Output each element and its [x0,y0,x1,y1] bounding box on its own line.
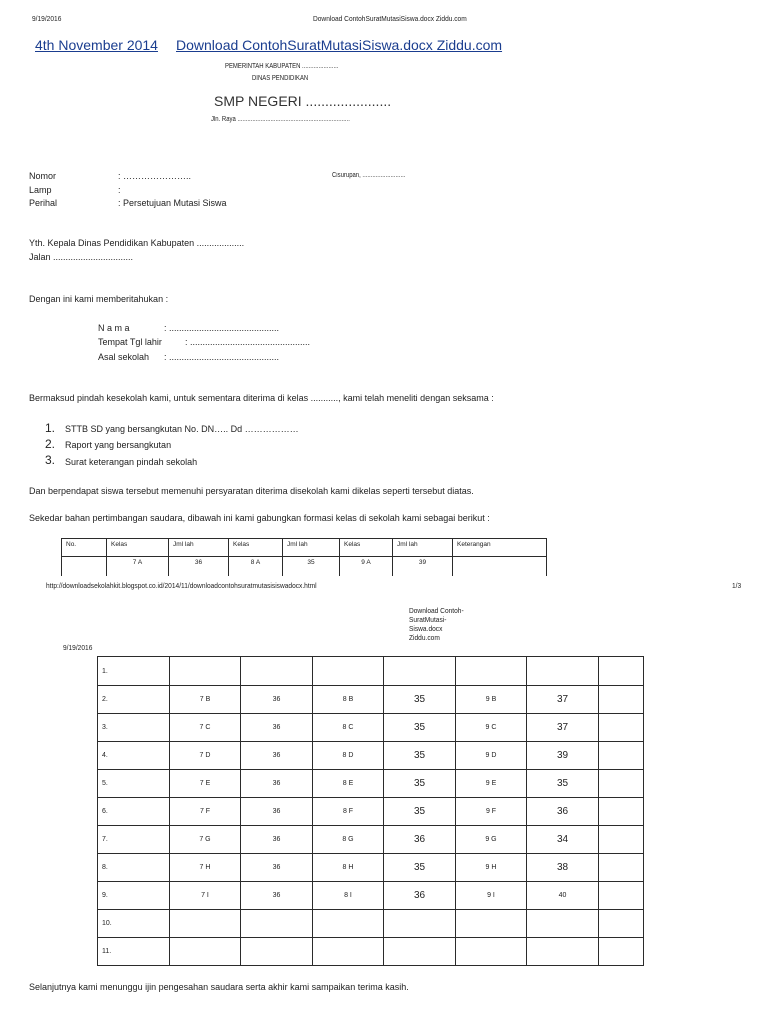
table-cell [599,686,644,714]
table-cell: 35 [384,714,456,742]
table-header-cell: Kelas [229,539,283,557]
field-value-ttl: : ................................................ [185,337,311,347]
table-cell: 35 [384,770,456,798]
school-address: Jln. Raya .................................................................... [211,116,350,123]
table-cell: 3. [98,714,170,742]
table-cell: 4. [98,742,170,770]
field-value-nama: : ............................................ [164,323,280,333]
table-cell: 9 I [456,882,527,910]
table-cell [599,826,644,854]
meta-label-nomor: Nomor [29,171,57,181]
table-cell: 7. [98,826,170,854]
table-cell: 38 [527,854,599,882]
meta-value-nomor: : ………………….. [118,171,192,181]
table-row [98,742,644,770]
table-cell: 8 H [313,854,384,882]
table-cell: 36 [241,826,313,854]
table-cell: 8 D [313,742,384,770]
footer-page-number: 1/3 [732,581,742,590]
table-cell: 35 [527,770,599,798]
table-cell: 8. [98,854,170,882]
table-cell: 6. [98,798,170,826]
table-cell [384,910,456,938]
table-cell [599,770,644,798]
table-row [98,910,644,938]
table-row [98,854,644,882]
table-cell: 36 [241,854,313,882]
table-cell: 10. [98,910,170,938]
table-cell: 36 [241,882,313,910]
print-header-title: Download ContohSuratMutasiSiswa.docx Ziddu.com [313,14,467,23]
table-cell: 2. [98,686,170,714]
table-cell: 39 [393,557,453,579]
table-cell [313,938,384,966]
recipient-line2: Jalan ................................ [29,252,134,262]
recipient-line1: Yth. Kepala Dinas Pendidikan Kabupaten ................... [29,238,245,248]
table-cell [456,657,527,686]
table-cell: 7 A [107,557,169,579]
table-cell: 8 F [313,798,384,826]
table-header-cell: Jml lah [169,539,229,557]
table-cell: 36 [527,798,599,826]
table-cell: 36 [241,770,313,798]
table-row [98,714,644,742]
table-cell: 35 [384,742,456,770]
table-cell: 9 E [456,770,527,798]
table-cell: 9 B [456,686,527,714]
table-body [98,657,644,966]
table-cell [313,657,384,686]
table-cell [599,798,644,826]
table-cell [599,938,644,966]
field-label-nama: N a m a [98,323,130,333]
table-cell: 37 [527,714,599,742]
table-cell [527,657,599,686]
table-cell [599,714,644,742]
place-date: Cisurupan, .......................... [332,172,406,179]
table-header-cell: Jml lah [283,539,340,557]
table-cell: 7 D [170,742,241,770]
table-cell: 9 G [456,826,527,854]
table-cell [599,882,644,910]
meta-label-lamp: Lamp [29,185,52,195]
table-cell: 35 [384,854,456,882]
post-date-link[interactable]: 4th November 2014 [35,37,158,53]
table-cell [599,854,644,882]
table-cell: 9. [98,882,170,910]
table-cell: 8 E [313,770,384,798]
table-cell [456,938,527,966]
table-cell: 9 A [340,557,393,579]
table-row [98,826,644,854]
table-cell [527,910,599,938]
table-cell: 7 C [170,714,241,742]
purpose-text: Bermaksud pindah kesekolah kami, untuk sementara diterima di kelas ..........., kami telah meneliti dengan seksama : [29,393,494,403]
checklist-num: 2. [45,437,56,451]
closing-text: Selanjutnya kami menunggu ijin pengesahan saudara serta akhir kami sampaikan terima kasih. [29,982,409,992]
table-cell: 8 A [229,557,283,579]
checklist-item: Raport yang bersangkutan [65,440,172,450]
table-cell: 37 [527,686,599,714]
table-cell [241,938,313,966]
table-cell: 36 [241,798,313,826]
table-row [98,657,644,686]
table-cell: 7 E [170,770,241,798]
table-row [98,770,644,798]
table-cell: 8 I [313,882,384,910]
consideration-text: Sekedar bahan pertimbangan saudara, dibawah ini kami gabungkan formasi kelas di sekolah kami sebagai berikut : [29,513,490,523]
table-cell: 7 H [170,854,241,882]
table-cell: 5. [98,770,170,798]
table-row [98,686,644,714]
table-cell: 9 H [456,854,527,882]
table-cell [313,910,384,938]
table-cell [384,938,456,966]
table-row [98,938,644,966]
table-cell [170,938,241,966]
field-label-asal: Asal sekolah [98,352,150,362]
table-header-cell: Keterangan [453,539,547,557]
table-cell: 35 [384,798,456,826]
print-date: 9/19/2016 [32,14,62,23]
table-cell: 36 [169,557,229,579]
class-formation-table [97,656,644,966]
table-cell: 40 [527,882,599,910]
table-cell: 9 D [456,742,527,770]
table-cell: 34 [527,826,599,854]
table-cell: 35 [283,557,340,579]
intro-text: Dengan ini kami memberitahukan : [29,294,169,304]
table-cell: 7 F [170,798,241,826]
post-title-link[interactable]: Download ContohSuratMutasiSiswa.docx Ziddu.com [176,37,503,53]
table-cell [170,910,241,938]
table-cell: 36 [384,826,456,854]
footer-url[interactable]: http://downloadsekolahkit.blogspot.co.id/2014/11/downloadcontohsuratmutasisiswadocx.html [46,581,317,590]
table-cell: 1. [98,657,170,686]
meta-value-perihal: : Persetujuan Mutasi Siswa [118,198,227,208]
table-cell [456,910,527,938]
table-cell: 7 G [170,826,241,854]
table-row [98,798,644,826]
table-cell [599,657,644,686]
table-cell: 7 B [170,686,241,714]
field-value-asal: : ............................................ [164,352,280,362]
table-cell: 35 [384,686,456,714]
table-cell [599,742,644,770]
table-cell: 36 [241,742,313,770]
field-label-ttl: Tempat Tgl lahir [98,337,162,347]
table-cell [599,910,644,938]
school-name: SMP NEGERI ...................... [214,93,392,109]
table-header-cell: No. [62,539,107,557]
table-cell [170,657,241,686]
table-cell: 11. [98,938,170,966]
table-cell: 36 [241,686,313,714]
letterhead-line1: PEMERINTAH KABUPATEN ...................... [225,63,339,70]
table-cell: 9 F [456,798,527,826]
print-header-title-page2: Download Contoh-SuratMutasi-Siswa.docx Ziddu.com [409,606,464,642]
table-cell [384,657,456,686]
table-cell [241,910,313,938]
table-cell [241,657,313,686]
table-row [98,882,644,910]
letterhead-line2: DINAS PENDIDIKAN [252,75,309,82]
checklist-item: STTB SD yang bersangkutan No. DN….. Dd ……………… [65,424,299,434]
table-cell [527,938,599,966]
class-formation-table-top [61,538,547,579]
checklist-num: 1. [45,421,56,435]
meta-label-perihal: Perihal [29,198,58,208]
opinion-text: Dan berpendapat siswa tersebut memenuhi persyaratan diterima disekolah kami dikelas seperti tersebut diatas. [29,486,474,496]
meta-value-lamp: : [118,185,121,195]
table-cell: 8 C [313,714,384,742]
table-cell: 8 B [313,686,384,714]
table-cell: 7 I [170,882,241,910]
checklist-item: Surat keterangan pindah sekolah [65,457,198,467]
table-cell: 36 [241,714,313,742]
checklist-num: 3. [45,453,56,467]
table-cell: 9 C [456,714,527,742]
table-header-cell: Jml lah [393,539,453,557]
table-cell: 8 G [313,826,384,854]
table-cell: 36 [384,882,456,910]
print-date-page2: 9/19/2016 [63,643,93,652]
table-header-cell: Kelas [107,539,169,557]
table-header-cell: Kelas [340,539,393,557]
table-cell: 39 [527,742,599,770]
